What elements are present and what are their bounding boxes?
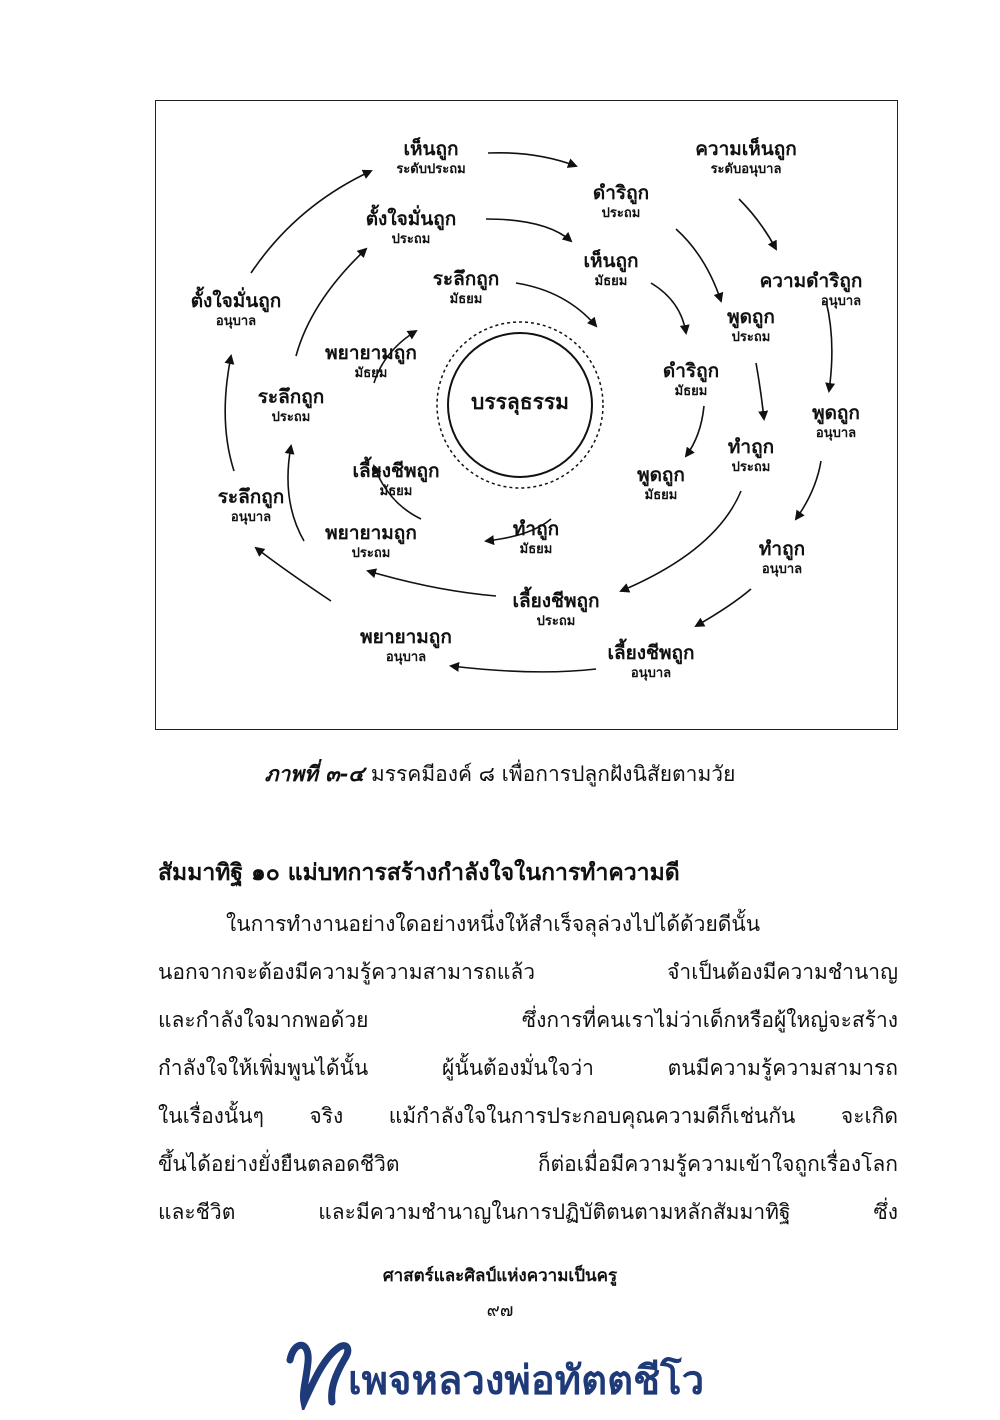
node-level: มัธยม	[594, 274, 628, 289]
paragraph-line: นอกจากจะต้องมีความรู้ความสามารถแล้ว จำเป็นต้องมีความชำนาญ	[158, 960, 898, 984]
body-paragraph	[158, 900, 898, 1236]
outer-node-right-concentration	[166, 289, 306, 331]
node-title: ดำริถูก	[592, 182, 650, 204]
node-level: อนุบาล	[215, 314, 257, 329]
node-level: อนุบาล	[630, 666, 672, 681]
book-title: ศาสตร์และศิลป์แห่งความเป็นครู	[382, 1266, 618, 1286]
node-title: พยายามถูก	[325, 342, 417, 364]
middle-node-right-speech	[701, 305, 801, 347]
node-level: มัธยม	[674, 384, 708, 399]
node-title: เลี้ยงชีพถูก	[512, 590, 600, 612]
node-level: มัธยม	[449, 292, 483, 307]
outer-node-right-mindfulness	[191, 485, 311, 527]
node-level: ระดับอนุบาล	[710, 162, 782, 177]
middle-node-right-effort	[301, 521, 441, 563]
node-level: มัธยม	[379, 484, 413, 499]
node-level: ประถม	[271, 410, 311, 425]
paragraph-line: ในการทำงานอย่างใดอย่างหนึ่งให้สำเร็จลุล่วงไปได้ด้วยดีนั้น	[226, 912, 761, 936]
node-title: ระลึกถูก	[432, 268, 500, 290]
node-title: พยายามถูก	[360, 626, 452, 648]
middle-node-right-livelihood	[486, 589, 626, 631]
outer-node-right-livelihood	[581, 641, 721, 683]
node-title: เลี้ยงชีพถูก	[607, 642, 695, 664]
node-level: ประถม	[731, 330, 771, 345]
middle-node-right-view	[371, 137, 491, 179]
node-level: ประถม	[351, 546, 391, 561]
node-title: ทำถูก	[758, 538, 806, 560]
node-level: ประถม	[601, 206, 641, 221]
outer-node-right-view	[646, 137, 846, 179]
node-title: ระลึกถูก	[257, 386, 325, 408]
node-level: อนุบาล	[761, 562, 803, 577]
node-level: ประถม	[731, 460, 771, 475]
inner-node-right-intention	[641, 359, 741, 401]
brand-name: เพจหลวงพ่อทัตตชีโว	[348, 1357, 705, 1404]
inner-node-right-livelihood	[326, 459, 466, 501]
node-level: อนุบาล	[385, 650, 427, 665]
section-heading: สัมมาทิฐิ ๑๐ แม่บทการสร้างกำลังใจในการทำความดี	[158, 859, 680, 886]
figure-caption-text: มรรคมีองค์ ๘ เพื่อการปลูกฝังนิสัยตามวัย	[364, 762, 736, 786]
paragraph-line: ขึ้นได้อย่างยั่งยืนตลอดชีวิต ก็ต่อเมื่อมีความรู้ความเข้าใจถูกเรื่องโลก	[158, 1152, 898, 1176]
figure-caption	[0, 758, 1000, 791]
node-level: อนุบาล	[230, 510, 272, 525]
node-title: ความเห็นถูก	[695, 138, 797, 160]
inner-node-right-speech	[611, 463, 711, 505]
node-title: ดำริถูก	[662, 360, 720, 382]
node-title: พูดถูก	[637, 464, 685, 486]
middle-node-right-mindfulness	[231, 385, 351, 427]
inner-node-right-mindfulness	[406, 267, 526, 309]
center-label-enlightenment: บรรลุธรรม	[471, 390, 569, 414]
node-title: ความดำริถูก	[759, 270, 863, 292]
figure-caption-label: ภาพที่ ๓-๔	[264, 761, 365, 786]
node-title: พูดถูก	[727, 306, 775, 328]
outer-node-right-speech	[786, 401, 886, 443]
eightfold-path-diagram	[155, 100, 898, 730]
node-level: ประถม	[536, 614, 576, 629]
node-title: เห็นถูก	[583, 250, 639, 272]
middle-node-right-concentration	[341, 207, 481, 249]
middle-node-right-intention	[571, 181, 671, 223]
node-level: ประถม	[391, 232, 431, 247]
node-title: ตั้งใจมั่นถูก	[190, 290, 282, 312]
node-title: ทำถูก	[727, 436, 775, 458]
outer-node-right-action	[732, 537, 832, 579]
node-title: ระลึกถูก	[217, 486, 285, 508]
node-title: ตั้งใจมั่นถูก	[365, 208, 457, 230]
brand-logo	[280, 1330, 740, 1410]
inner-node-right-effort	[301, 341, 441, 383]
node-level: มัธยม	[354, 366, 388, 381]
middle-node-right-action	[701, 435, 801, 477]
node-level: อนุบาล	[820, 294, 862, 309]
node-title: พูดถูก	[812, 402, 860, 424]
node-level: มัธยม	[519, 542, 553, 557]
node-title: เห็นถูก	[403, 138, 459, 160]
paragraph-line: กำลังใจให้เพิ่มพูนได้นั้น ผู้นั้นต้องมั่นใจว่า ตนมีความรู้ความสามารถ	[158, 1056, 898, 1080]
node-title: ทำถูก	[512, 518, 560, 540]
node-level: มัธยม	[644, 488, 678, 503]
page-number: ๙๗	[486, 1300, 514, 1321]
node-title: เลี้ยงชีพถูก	[352, 460, 440, 482]
inner-node-right-view	[561, 249, 661, 291]
paragraph-line: ในเรื่องนั้นๆ จริง แม้กำลังใจในการประกอบคุณความดีก็เช่นกัน จะเกิด	[158, 1104, 898, 1128]
node-level: ระดับประถม	[396, 162, 466, 177]
paragraph-line: และชีวิต และมีความชำนาญในการปฏิบัติตนตามหลักสัมมาทิฐิ ซึ่ง	[158, 1200, 898, 1224]
outer-node-right-effort	[336, 625, 476, 667]
node-level: อนุบาล	[815, 426, 857, 441]
paragraph-line: และกำลังใจมากพอด้วย ซึ่งการที่คนเราไม่ว่าเด็กหรือผู้ใหญ่จะสร้าง	[158, 1008, 898, 1032]
inner-node-right-action	[486, 517, 586, 559]
node-title: พยายามถูก	[325, 522, 417, 544]
